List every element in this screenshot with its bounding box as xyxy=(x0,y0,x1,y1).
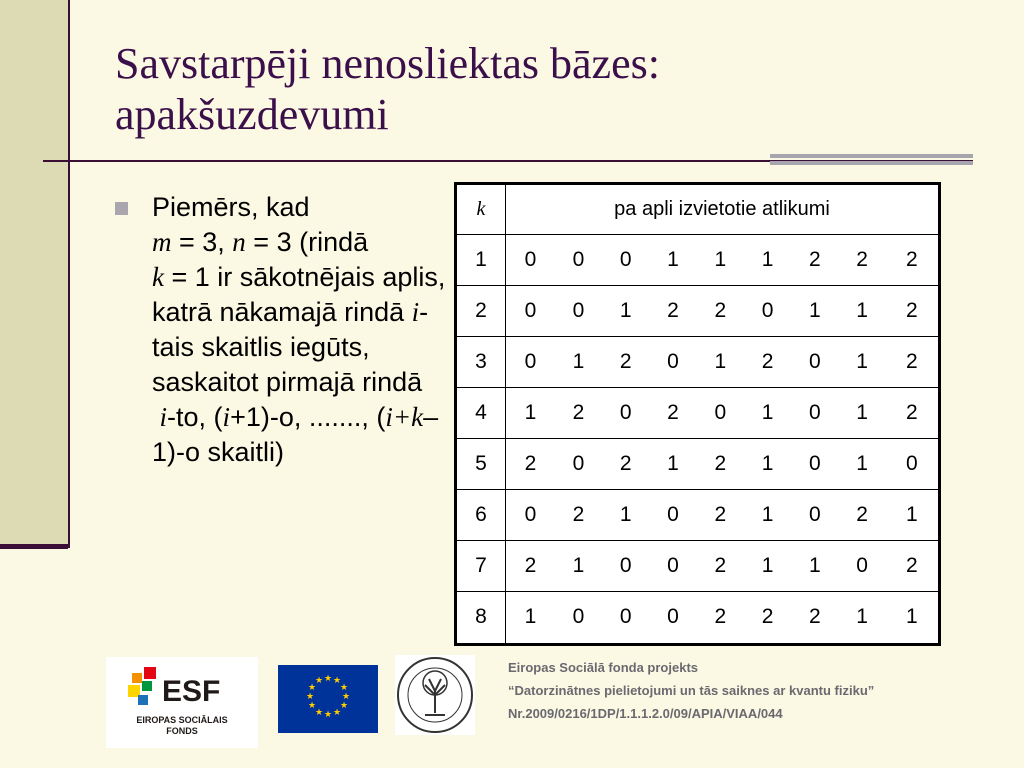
remainder-cell: 1 xyxy=(649,234,696,285)
row-k-cell: 5 xyxy=(456,438,506,489)
remainder-cell: 2 xyxy=(791,234,838,285)
remainder-cell: 0 xyxy=(649,540,696,591)
remainder-cell: 2 xyxy=(697,591,744,644)
remainder-cell: 1 xyxy=(697,234,744,285)
svg-text:★: ★ xyxy=(314,676,324,686)
remainder-cell: 2 xyxy=(506,438,555,489)
university-seal-logo xyxy=(395,655,475,735)
table-row xyxy=(456,387,940,438)
remainder-cell: 2 xyxy=(649,285,696,336)
remainder-cell: 0 xyxy=(506,234,555,285)
remainder-cell: 0 xyxy=(506,285,555,336)
remainder-cell: 1 xyxy=(839,591,886,644)
remainder-cell: 0 xyxy=(791,387,838,438)
remainder-cell: 0 xyxy=(602,387,649,438)
remainder-cell: 0 xyxy=(649,489,696,540)
remainder-cell: 0 xyxy=(602,591,649,644)
remainder-cell: 1 xyxy=(506,387,555,438)
remainder-cell: 0 xyxy=(506,489,555,540)
bullet-item xyxy=(115,190,455,470)
remainder-cell: 1 xyxy=(744,387,791,438)
row-k-cell: 8 xyxy=(456,591,506,644)
svg-text:★: ★ xyxy=(307,701,317,711)
svg-text:ESF: ESF xyxy=(162,675,221,708)
remainder-cell: 2 xyxy=(602,438,649,489)
remainder-cell: 2 xyxy=(697,489,744,540)
title-line-1: Savstarpēji nenosliektas bāzes: xyxy=(115,39,660,88)
remainder-cell: 0 xyxy=(555,285,602,336)
remainder-cell: 1 xyxy=(744,489,791,540)
remainder-cell: 0 xyxy=(791,438,838,489)
slide-title xyxy=(115,38,975,140)
svg-text:★: ★ xyxy=(332,676,342,686)
table-row xyxy=(456,285,940,336)
remainder-cell: 0 xyxy=(555,591,602,644)
table-row xyxy=(456,234,940,285)
remainder-cell: 0 xyxy=(791,336,838,387)
remainder-cell: 1 xyxy=(839,387,886,438)
sidebar-cap xyxy=(0,544,68,549)
remainder-cell: 1 xyxy=(649,438,696,489)
remainder-cell: 2 xyxy=(555,387,602,438)
remainder-cell: 1 xyxy=(744,438,791,489)
svg-text:★: ★ xyxy=(323,710,333,720)
svg-text:★: ★ xyxy=(323,674,333,684)
bullet-text: Piemērs, kad m = 3, n = 3 (rindā k = 1 ir sākotnējais aplis, katrā nākamajā rindā i-tais skaitlis iegūts, saskaitot pirmajā rindā i-to, (i+1)-o, ......., (i+k–1)-o skaitli) xyxy=(152,192,446,467)
remainder-cell: 2 xyxy=(791,591,838,644)
remainder-cell: 1 xyxy=(555,336,602,387)
footer-line-1: Eiropas Sociālā fonda projekts xyxy=(508,660,698,675)
remainder-cell: 2 xyxy=(697,285,744,336)
remainder-cell: 0 xyxy=(602,234,649,285)
remainder-cell: 0 xyxy=(791,489,838,540)
table-row xyxy=(456,489,940,540)
project-footer xyxy=(508,656,1018,725)
remainder-cell: 2 xyxy=(602,336,649,387)
remainder-cell: 2 xyxy=(839,234,886,285)
table-row xyxy=(456,438,940,489)
remainder-cell: 0 xyxy=(649,591,696,644)
footer-line-3: Nr.2009/0216/1DP/1.1.1.2.0/09/APIA/VIAA/044 xyxy=(508,706,783,721)
row-k-cell: 1 xyxy=(456,234,506,285)
remainder-cell: 1 xyxy=(791,540,838,591)
remainder-cell: 0 xyxy=(649,336,696,387)
table-header-row xyxy=(456,184,940,235)
remainder-cell: 0 xyxy=(506,336,555,387)
sidebar-band xyxy=(0,0,68,548)
square-bullet-icon xyxy=(115,202,128,215)
remainder-cell: 2 xyxy=(886,387,940,438)
remainder-cell: 0 xyxy=(602,540,649,591)
eu-flag-logo xyxy=(278,665,378,733)
remainder-cell: 2 xyxy=(886,234,940,285)
remainder-cell: 0 xyxy=(697,387,744,438)
remainder-cell: 1 xyxy=(602,489,649,540)
remainder-cell: 2 xyxy=(697,540,744,591)
remainder-cell: 1 xyxy=(886,591,940,644)
remainder-cell: 2 xyxy=(555,489,602,540)
footer-line-2: “Datorzinātnes pielietojumi un tās saiknes ar kvantu fiziku” xyxy=(508,683,875,698)
svg-text:★: ★ xyxy=(305,692,315,702)
remainder-cell: 1 xyxy=(791,285,838,336)
remainder-cell: 1 xyxy=(886,489,940,540)
title-accent-bars xyxy=(770,154,973,172)
svg-text:★: ★ xyxy=(332,708,342,718)
row-k-cell: 2 xyxy=(456,285,506,336)
svg-text:★: ★ xyxy=(339,683,349,693)
title-line-2: apakšuzdevumi xyxy=(115,90,389,139)
svg-text:FONDS: FONDS xyxy=(166,726,198,736)
remainders-table xyxy=(454,182,941,646)
svg-text:EIROPAS SOCIĀLAIS: EIROPAS SOCIĀLAIS xyxy=(136,715,228,725)
remainder-cell: 1 xyxy=(839,336,886,387)
svg-text:★: ★ xyxy=(314,708,324,718)
remainder-cell: 0 xyxy=(555,438,602,489)
row-k-cell: 4 xyxy=(456,387,506,438)
remainder-cell: 2 xyxy=(886,336,940,387)
row-k-cell: 7 xyxy=(456,540,506,591)
remainder-cell: 2 xyxy=(744,591,791,644)
remainder-cell: 0 xyxy=(839,540,886,591)
table-row xyxy=(456,540,940,591)
remainder-cell: 0 xyxy=(886,438,940,489)
row-k-cell: 3 xyxy=(456,336,506,387)
remainder-cell: 1 xyxy=(506,591,555,644)
row-k-cell: 6 xyxy=(456,489,506,540)
table-row xyxy=(456,591,940,644)
remainder-cell: 0 xyxy=(555,234,602,285)
remainder-cell: 0 xyxy=(744,285,791,336)
remainder-cell: 2 xyxy=(886,285,940,336)
remainder-cell: 2 xyxy=(649,387,696,438)
vertical-rule xyxy=(68,0,70,548)
svg-text:★: ★ xyxy=(341,692,351,702)
remainder-cell: 1 xyxy=(555,540,602,591)
table-row xyxy=(456,336,940,387)
remainder-cell: 1 xyxy=(602,285,649,336)
remainder-cell: 1 xyxy=(697,336,744,387)
header-label: pa apli izvietotie atlikumi xyxy=(506,184,940,235)
remainder-cell: 2 xyxy=(886,540,940,591)
remainder-cell: 2 xyxy=(839,489,886,540)
remainder-cell: 1 xyxy=(839,285,886,336)
remainder-cell: 1 xyxy=(839,438,886,489)
remainder-cell: 1 xyxy=(744,540,791,591)
svg-text:★: ★ xyxy=(307,683,317,693)
svg-text:★: ★ xyxy=(339,701,349,711)
header-k: k xyxy=(456,184,506,235)
esf-logo xyxy=(106,657,258,748)
remainder-cell: 1 xyxy=(744,234,791,285)
remainder-cell: 2 xyxy=(744,336,791,387)
remainder-cell: 2 xyxy=(506,540,555,591)
remainder-cell: 2 xyxy=(697,438,744,489)
